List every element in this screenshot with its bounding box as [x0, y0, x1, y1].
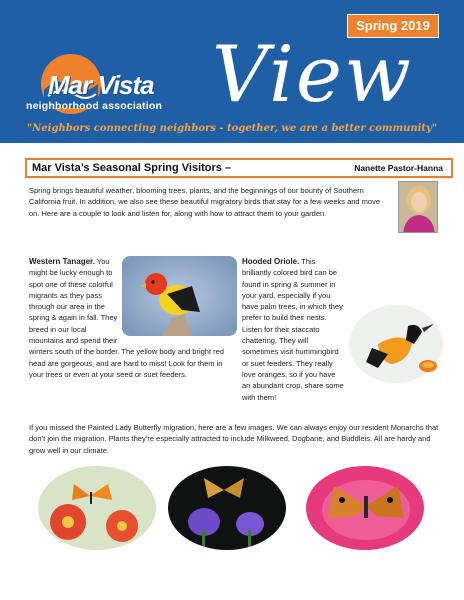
intro-paragraph: Spring brings beautiful weather, blooming trees, plants, and the beginnings of our bounty of Southern California fruit. In addition, we also see these beautiful migratory birds that stay for a few weeks and move on. Here are a couple to look and listen for, along with how to attract them to your garden.: [29, 186, 381, 218]
tanager-photo: [122, 256, 237, 336]
logo-subtitle: neighborhood association: [26, 100, 163, 112]
tagline: "Neighbors connecting neighbors - together, we are a better community": [26, 123, 438, 134]
author-photo: [398, 181, 438, 233]
masthead-title: View: [212, 30, 413, 120]
tanager-text: You might be lucky enough to spot one of these colorful migrants as they pass through our area in the spring & again in fall. They breed in our local mountains and spend their winters south of the border. The yellow body and bright red head are gorgeous, and are hard to miss! Look for them in your trees or even at your seed or suet feeders.: [29, 257, 224, 379]
article-title: Mar Vista’s Seasonal Spring Visitors –: [32, 162, 232, 174]
masthead: [0, 0, 464, 143]
butterfly-photo-2: [168, 466, 286, 550]
tanager-heading: Western Tanager.: [29, 257, 95, 266]
butterfly-photo-1: [38, 466, 156, 550]
butterfly-paragraph: If you missed the Painted Lady Butterfly migration, here are a few images. We can always enjoy our resident Monarchs that don’t join the migration. Plants they’re especially attracted to include Milkweed, Dogbane, and Buddleis. All are hardy and grow well in our climate.: [29, 423, 439, 455]
tanager-column: [29, 256, 237, 380]
butterfly-photo-3: [306, 466, 424, 550]
article-header: [25, 158, 453, 178]
oriole-heading: Hooded Oriole.: [242, 257, 300, 266]
author-name: Nanette Pastor-Hanna: [354, 163, 443, 173]
oriole-column: [242, 256, 444, 403]
logo-wordmark: Mar Vista: [48, 70, 154, 100]
oriole-photo: [348, 304, 444, 384]
season-badge: Spring 2019: [347, 14, 439, 38]
oriole-text: This brilliantly colored bird can be found in spring & summer in your yard, especially if you have palm trees, in which they prefer to build their nests. Listen for their staccato chattering. They will sometimes visit hummingbird or suet feeders. They really love oranges, so if you have an abundant crop, share some with them!: [242, 257, 344, 402]
